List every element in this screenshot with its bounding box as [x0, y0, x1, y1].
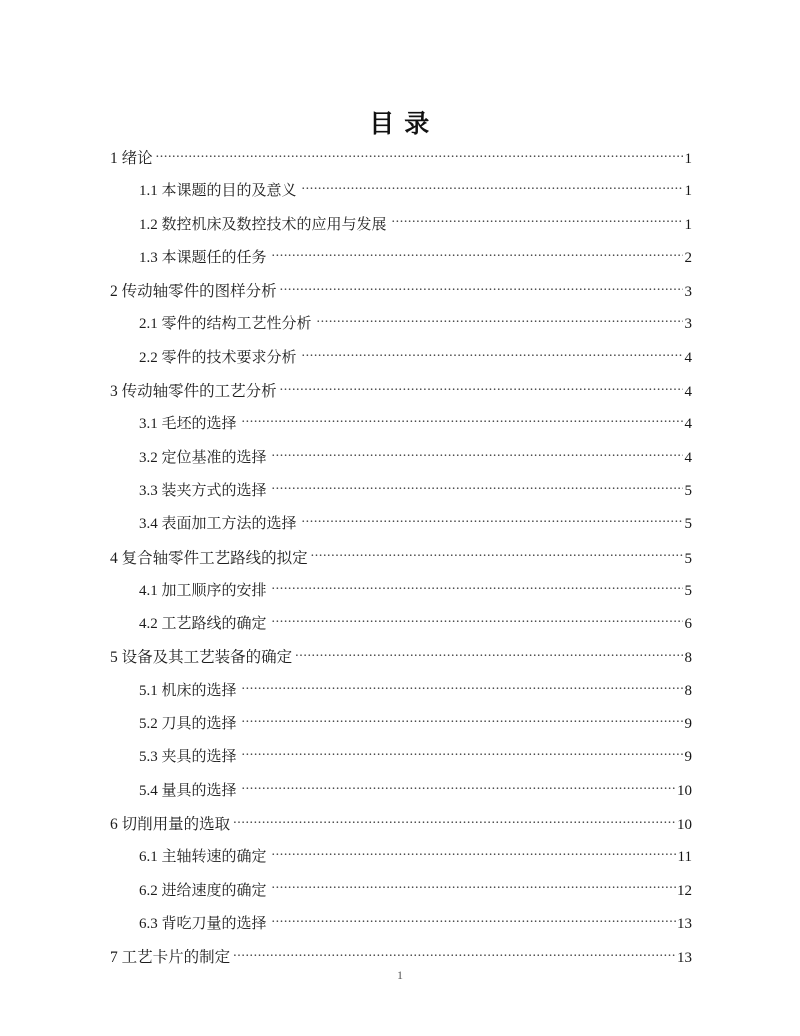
toc-entry[interactable] [110, 246, 692, 279]
toc-entry-page-number: 4 [684, 384, 692, 401]
toc-leader-dots [295, 647, 683, 663]
toc-entry[interactable] [110, 312, 692, 345]
toc-entry[interactable] [110, 812, 692, 845]
toc-leader-dots [242, 746, 683, 761]
page-title: 目 录 [369, 110, 431, 138]
toc-entry-label: 3.3 装夹方式的选择 [139, 482, 267, 499]
toc-leader-dots [311, 547, 683, 563]
toc-entry-label: 4.2 工艺路线的确定 [139, 616, 267, 633]
toc-entry-page-number: 4 [684, 349, 692, 366]
toc-leader-dots [242, 713, 683, 728]
toc-entry-page-number: 5 [684, 582, 692, 599]
toc-entry[interactable] [110, 213, 692, 246]
toc-entry-page-number: 10 [677, 782, 692, 799]
toc-entry-page-number: 2 [684, 249, 692, 266]
toc-leader-dots [272, 480, 683, 495]
toc-entry-label: 2.1 零件的结构工艺性分析 [139, 316, 312, 333]
toc-entry-page-number: 4 [684, 416, 692, 433]
toc-entry[interactable] [110, 546, 692, 579]
toc-leader-dots [233, 947, 677, 963]
toc-entry-page-number: 9 [684, 749, 692, 766]
toc-entry-label: 3 传动轴零件的工艺分析 [110, 383, 277, 401]
toc-entry-label: 4.1 加工顺序的安排 [139, 582, 267, 599]
toc-entry[interactable] [110, 146, 692, 179]
toc-entry-page-number: 8 [684, 650, 692, 667]
toc-entry-label: 3.1 毛坯的选择 [139, 416, 237, 433]
toc-leader-dots [302, 513, 683, 528]
toc-leader-dots [272, 447, 683, 462]
toc-entry-label: 7 工艺卡片的制定 [110, 949, 231, 967]
toc-entry-page-number: 3 [684, 316, 692, 333]
toc-leader-dots [302, 180, 683, 195]
toc-entry-label: 6 切削用量的选取 [110, 815, 231, 833]
toc-entry[interactable] [110, 579, 692, 612]
toc-entry-page-number: 1 [684, 216, 692, 233]
toc-leader-dots [156, 148, 683, 164]
toc-entry-page-number: 6 [684, 616, 692, 633]
toc-leader-dots [233, 813, 677, 829]
toc-entry-page-number: 10 [677, 816, 692, 833]
toc-entry-label: 1 绪论 [110, 150, 153, 167]
toc-entry[interactable] [110, 379, 692, 412]
toc-entry[interactable] [110, 479, 692, 512]
toc-entry-label: 4 复合轴零件工艺路线的拟定 [110, 549, 308, 567]
toc-entry[interactable] [110, 845, 692, 878]
toc-leader-dots [242, 413, 683, 428]
toc-entry-page-number: 1 [684, 151, 692, 167]
toc-leader-dots [242, 780, 677, 795]
toc-entry-page-number: 12 [677, 882, 692, 899]
toc-entry[interactable] [110, 279, 692, 312]
toc-entry[interactable] [110, 879, 692, 912]
toc-entry[interactable] [110, 612, 692, 645]
footer-page-number: 1 [397, 968, 403, 982]
toc-entry-page-number: 9 [684, 716, 692, 733]
toc-entry[interactable] [110, 346, 692, 379]
toc-entry-label: 3.4 表面加工方法的选择 [139, 516, 297, 533]
toc-entry-label: 5.1 机床的选择 [139, 682, 237, 699]
toc-leader-dots [392, 214, 683, 229]
toc-leader-dots [317, 313, 683, 328]
table-of-contents [110, 146, 692, 978]
toc-entry-label: 1.2 数控机床及数控技术的应用与发展 [139, 216, 387, 233]
toc-entry[interactable] [110, 179, 692, 212]
toc-entry[interactable] [110, 745, 692, 778]
toc-entry-label: 1.1 本课题的目的及意义 [139, 183, 297, 200]
toc-entry-label: 1.3 本课题任的任务 [139, 249, 267, 266]
toc-leader-dots [272, 913, 677, 928]
toc-entry[interactable] [110, 712, 692, 745]
toc-entry[interactable] [110, 779, 692, 812]
toc-entry-page-number: 13 [677, 915, 692, 932]
toc-entry-page-number: 8 [684, 682, 692, 699]
toc-entry-label: 2 传动轴零件的图样分析 [110, 283, 277, 301]
toc-entry-page-number: 4 [684, 449, 692, 466]
toc-entry-label: 5 设备及其工艺装备的确定 [110, 649, 293, 667]
toc-leader-dots [242, 680, 683, 695]
toc-entry-label: 5.4 量具的选择 [139, 782, 237, 799]
toc-leader-dots [280, 281, 683, 297]
toc-entry[interactable] [110, 912, 692, 945]
toc-entry-page-number: 5 [684, 550, 692, 567]
toc-entry[interactable] [110, 645, 692, 678]
toc-leader-dots [272, 613, 683, 628]
toc-entry-page-number: 13 [677, 950, 692, 967]
toc-entry-page-number: 5 [684, 482, 692, 499]
toc-entry-page-number: 11 [677, 849, 692, 866]
toc-leader-dots [272, 846, 678, 861]
toc-leader-dots [302, 347, 683, 362]
toc-entry-label: 5.2 刀具的选择 [139, 716, 237, 733]
toc-entry-label: 2.2 零件的技术要求分析 [139, 349, 297, 366]
toc-entry-label: 6.3 背吃刀量的选择 [139, 915, 267, 932]
toc-entry-label: 5.3 夹具的选择 [139, 749, 237, 766]
toc-entry[interactable] [110, 679, 692, 712]
toc-entry[interactable] [110, 512, 692, 545]
toc-entry[interactable] [110, 446, 692, 479]
toc-entry-label: 6.2 进给速度的确定 [139, 882, 267, 899]
toc-entry-page-number: 1 [684, 183, 692, 200]
toc-entry-page-number: 3 [684, 284, 692, 301]
toc-leader-dots [272, 880, 677, 895]
toc-entry-label: 6.1 主轴转速的确定 [139, 849, 267, 866]
toc-entry[interactable] [110, 412, 692, 445]
toc-entry-page-number: 5 [684, 516, 692, 533]
toc-leader-dots [272, 580, 683, 595]
toc-leader-dots [272, 247, 683, 262]
toc-entry-label: 3.2 定位基准的选择 [139, 449, 267, 466]
toc-leader-dots [280, 381, 683, 397]
